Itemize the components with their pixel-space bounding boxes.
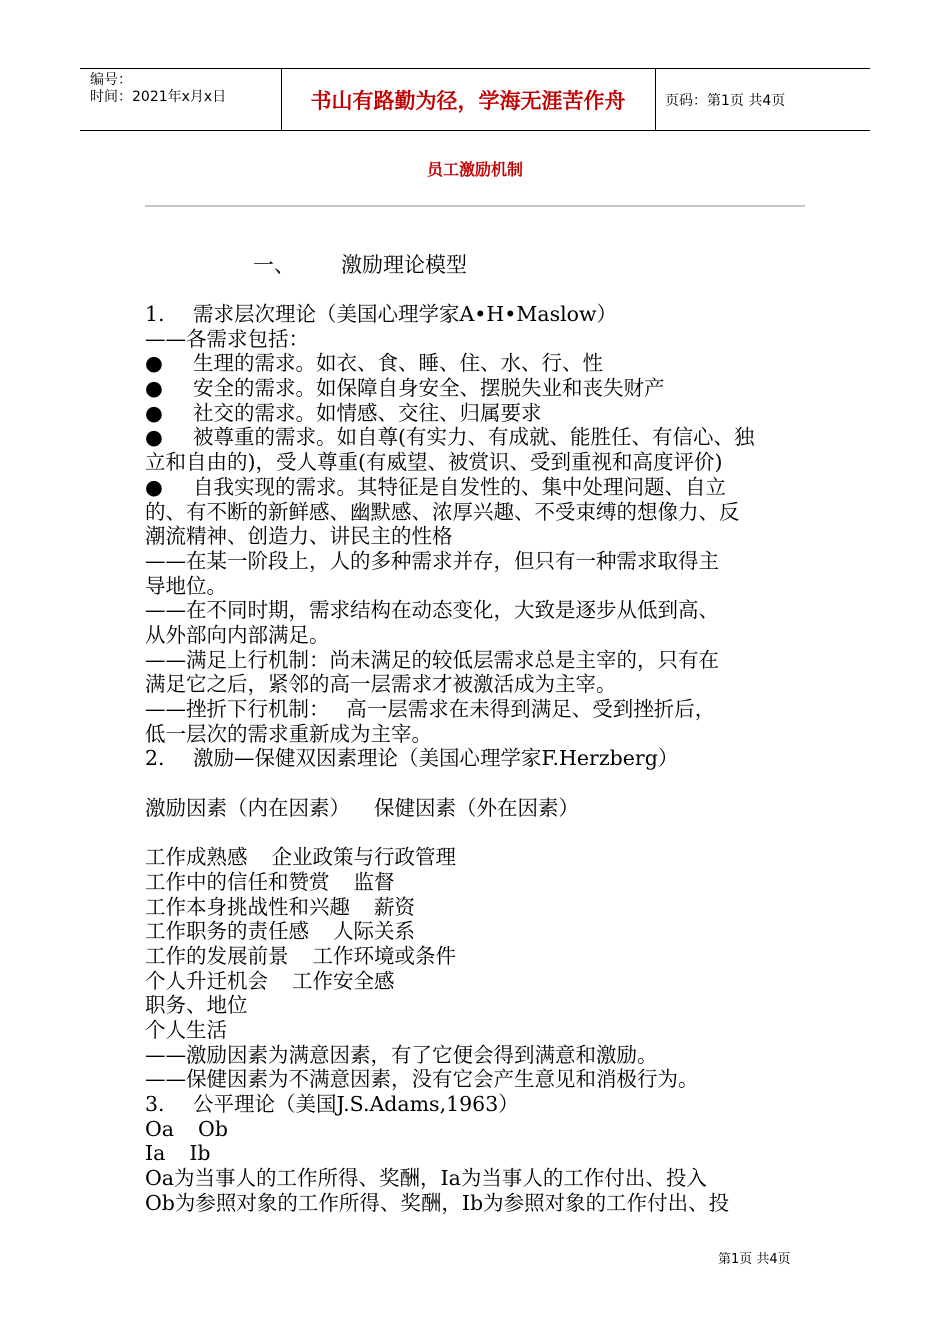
text-line: ——在某一阶段上，人的多种需求并存，但只有一种需求取得主: [145, 548, 719, 573]
factor-row: 个人升迁机会 工作安全感: [145, 968, 395, 993]
subsection-heading: 1. 需求层次理论（美国心理学家A•H•Maslow）: [145, 302, 618, 326]
time-label: 时间：2021年x月x日: [90, 89, 227, 105]
section-number: 一、: [253, 253, 295, 277]
text-line: ——保健因素为不满意因素，没有它会产生意见和消极行为。: [145, 1067, 699, 1092]
text-line: 立和自由的)，受人尊重(有威望、被赏识、受到重视和高度评价): [145, 450, 723, 475]
section-title: 激励理论模型: [341, 253, 467, 277]
text-line: ——在不同时期，需求结构在动态变化，大致是逐步从低到高、: [145, 598, 719, 623]
number-label: 编号：: [90, 72, 132, 88]
header-motto: 书山有路勤为径，学海无涯苦作舟: [310, 88, 626, 113]
text-line: 导地位。: [145, 573, 227, 598]
text-line: 潮流精神、创造力、讲民主的性格: [145, 524, 453, 549]
text-line: 低一层次的需求重新成为主宰。: [145, 721, 432, 746]
text-line: 满足它之后，紧邻的高一层需求才被激活成为主宰。: [145, 672, 617, 697]
section-heading: [253, 252, 467, 279]
page-footer: 第1页 共4页: [718, 1252, 791, 1267]
header-meta: [90, 72, 280, 106]
text-line: Ob为参照对象的工作所得、奖酬，Ib为参照对象的工作付出、投: [145, 1190, 730, 1215]
formula-row: Oa Ob: [145, 1116, 228, 1141]
bullet-item: ● 安全的需求。如保障自身安全、摆脱失业和丧失财产: [145, 376, 665, 401]
bullet-icon: ●: [145, 400, 163, 425]
text-line: ——满足上行机制：尚未满足的较低层需求总是主宰的，只有在: [145, 647, 719, 672]
text-line: Oa为当事人的工作所得、奖酬，Ia为当事人的工作付出、投入: [145, 1166, 707, 1191]
bullet-item: ● 生理的需求。如衣、食、睡、住、水、行、性: [145, 351, 603, 376]
subsection-heading: 3. 公平理论（美国J.S.Adams,1963）: [145, 1092, 519, 1116]
factor-row: 职务、地位: [145, 993, 248, 1018]
factor-row: 工作中的信任和赞赏 监督: [145, 869, 395, 894]
header-page-info: 页码：第1页 共4页: [665, 92, 786, 109]
bullet-item: ● 社交的需求。如情感、交往、归属要求: [145, 400, 542, 425]
text-line: ——激励因素为满意因素，有了它便会得到满意和激励。: [145, 1042, 658, 1067]
bullet-icon: ●: [145, 425, 163, 450]
factors-header: 激励因素（内在因素） 保健因素（外在因素）: [145, 795, 579, 820]
document-body: [145, 302, 810, 1215]
bullet-icon: ●: [145, 376, 163, 401]
formula-row: Ia Ib: [145, 1141, 211, 1166]
subsection-heading: 2. 激励—保健双因素理论（美国心理学家F.Herzberg）: [145, 746, 679, 771]
header-divider: [655, 69, 656, 130]
factor-row: 个人生活: [145, 1017, 227, 1042]
factor-row: 工作职务的责任感 人际关系: [145, 919, 415, 944]
document-title: 员工激励机制: [426, 160, 523, 179]
title-divider: [145, 205, 805, 207]
text-line: ——挫折下行机制： 高一层需求在未得到满足、受到挫折后，: [145, 697, 716, 721]
bullet-item: ● 被尊重的需求。如自尊(有实力、有成就、能胜任、有信心、独: [145, 425, 755, 450]
text-line: ——各需求包括：: [145, 326, 309, 351]
bullet-icon: ●: [145, 474, 163, 499]
factor-row: 工作本身挑战性和兴趣 薪资: [145, 894, 415, 919]
header-table: [80, 68, 870, 131]
bullet-icon: ●: [145, 351, 163, 376]
text-line: 从外部向内部满足。: [145, 622, 330, 647]
factor-row: 工作的发展前景 工作环境或条件: [145, 943, 456, 968]
bullet-item: ● 自我实现的需求。其特征是自发性的、集中处理问题、自立: [145, 474, 726, 499]
text-line: 的、有不断的新鲜感、幽默感、浓厚兴趣、不受束缚的想像力、反: [145, 499, 740, 524]
factor-row: 工作成熟感 企业政策与行政管理: [145, 845, 456, 870]
